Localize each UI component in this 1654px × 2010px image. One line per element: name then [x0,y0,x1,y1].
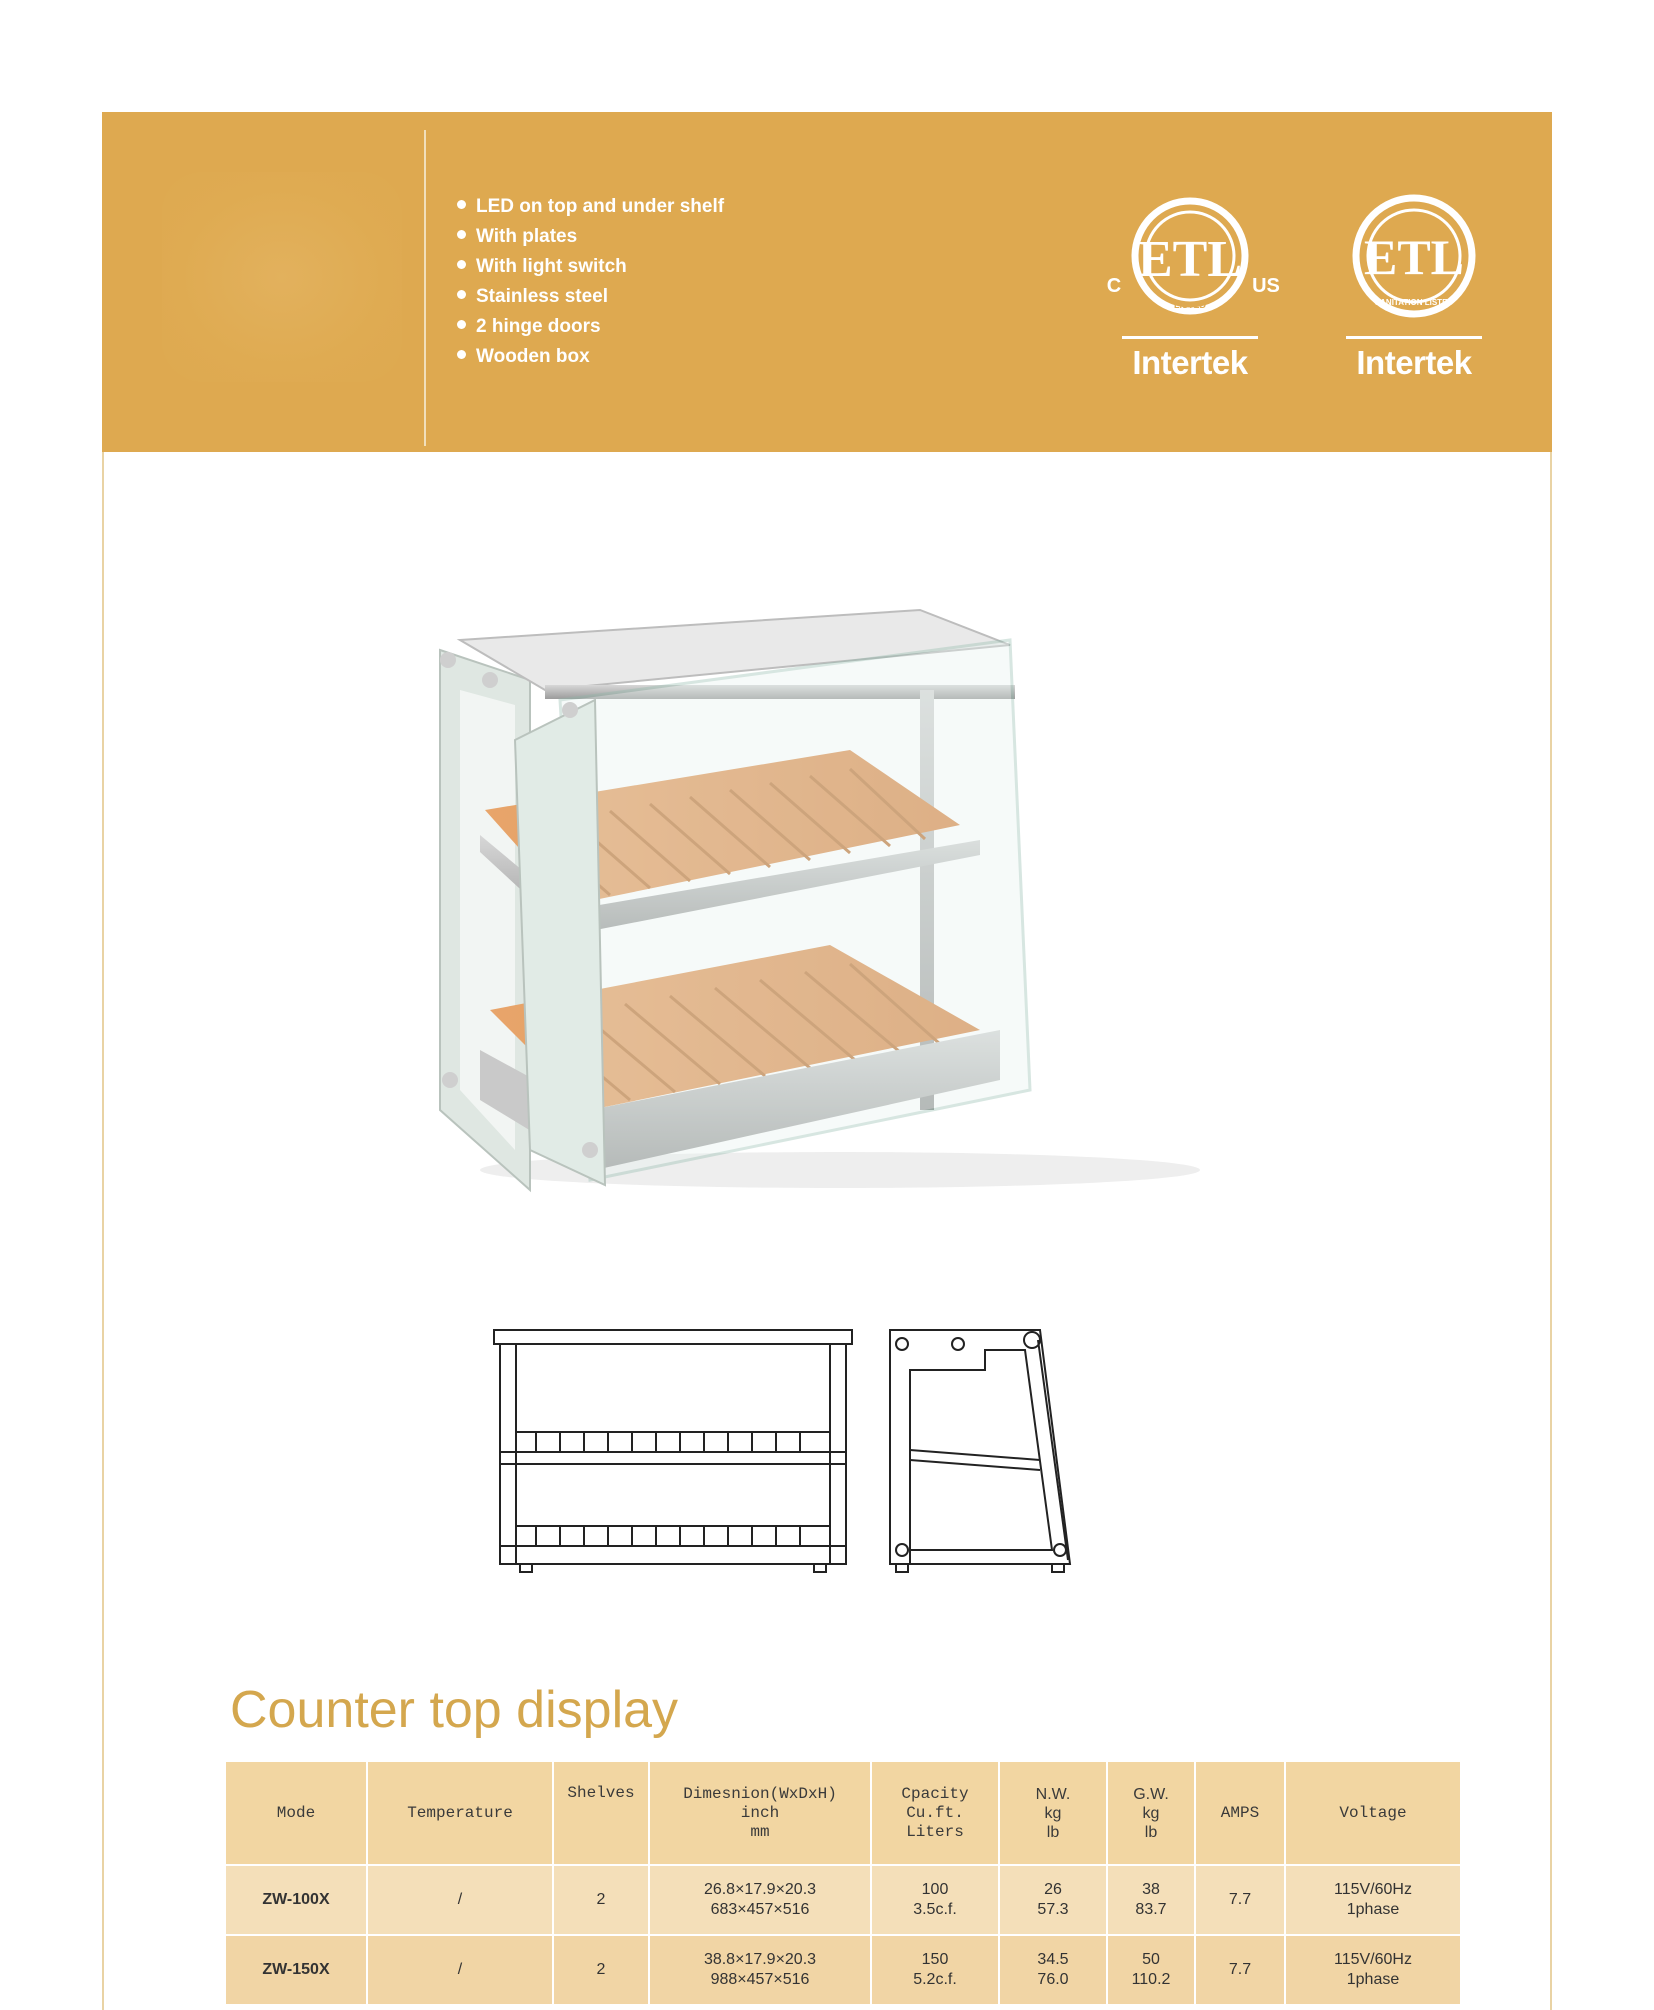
cell-mode: ZW-100X [225,1865,367,1935]
header-gross-weight: G.W. kg lb [1107,1761,1195,1865]
table-row [225,1865,1461,1935]
header-amps: AMPS [1195,1761,1285,1865]
banner-divider [424,130,426,446]
cell-temperature: / [367,1865,553,1935]
bullet-icon [457,290,466,299]
header-dimension: Dimesnion(WxDxH) inch mm [649,1761,871,1865]
etl-listed-logo-icon [1100,192,1280,342]
feature-item: LED on top and under shelf [457,192,724,222]
table-header-row [225,1761,1461,1865]
cell-voltage: 115V/60Hz 1phase [1285,1865,1461,1935]
cell-capacity: 150 5.2c.f. [871,1935,999,2005]
svg-text:SANITATION LISTED: SANITATION LISTED [1374,298,1454,307]
cell-voltage: 115V/60Hz 1phase [1285,1935,1461,2005]
header-capacity: Cpacity Cu.ft. Liters [871,1761,999,1865]
svg-text:LISTED: LISTED [1173,300,1207,310]
feature-banner [102,112,1552,452]
blurred-logo-area [162,172,402,382]
bullet-icon [457,200,466,209]
header-net-weight: N.W. kg lb [999,1761,1107,1865]
feature-item: With light switch [457,252,724,282]
cell-amps: 7.7 [1195,1935,1285,2005]
feature-item: Stainless steel [457,282,724,312]
feature-item: Wooden box [457,342,724,372]
bullet-icon [457,320,466,329]
cell-dimension: 38.8×17.9×20.3 988×457×516 [649,1935,871,2005]
etl-sanitation-certification [1324,192,1504,392]
header-shelves: Shelves [553,1761,649,1865]
bullet-icon [457,230,466,239]
cert-brand: Intertek [1356,344,1472,381]
svg-text:ETL: ETL [1137,231,1243,288]
cert-brand: Intertek [1132,344,1248,381]
cell-net-weight: 34.5 76.0 [999,1935,1107,2005]
cell-gross-weight: 50 110.2 [1107,1935,1195,2005]
side-view-drawing [890,1330,1070,1572]
cell-shelves: 2 [553,1935,649,2005]
cert-rule [1122,336,1258,339]
feature-item: With plates [457,222,724,252]
product-title: Counter top display [230,1681,679,1739]
cell-gross-weight: 38 83.7 [1107,1865,1195,1935]
cell-mode: ZW-150X [225,1935,367,2005]
header-mode: Mode [225,1761,367,1865]
etl-sanitation-logo-icon [1324,192,1504,342]
table-row [225,1935,1461,2005]
cell-amps: 7.7 [1195,1865,1285,1935]
feature-list [457,192,724,372]
cell-capacity: 100 3.5c.f. [871,1865,999,1935]
bullet-icon [457,350,466,359]
header-voltage: Voltage [1285,1761,1461,1865]
cert-rule [1346,336,1482,339]
product-photo [420,590,1220,1210]
spec-table [224,1760,1462,2006]
svg-text:C: C [1106,275,1122,297]
front-view-drawing [494,1330,852,1572]
cell-dimension: 26.8×17.9×20.3 683×457×516 [649,1865,871,1935]
etl-listed-certification [1100,192,1280,392]
feature-item: 2 hinge doors [457,312,724,342]
header-temperature: Temperature [367,1761,553,1865]
cell-shelves: 2 [553,1865,649,1935]
svg-text:US: US [1252,275,1280,297]
svg-text:ETL: ETL [1363,229,1465,285]
cell-net-weight: 26 57.3 [999,1865,1107,1935]
cell-temperature: / [367,1935,553,2005]
technical-drawings [480,1310,1160,1610]
bullet-icon [457,260,466,269]
